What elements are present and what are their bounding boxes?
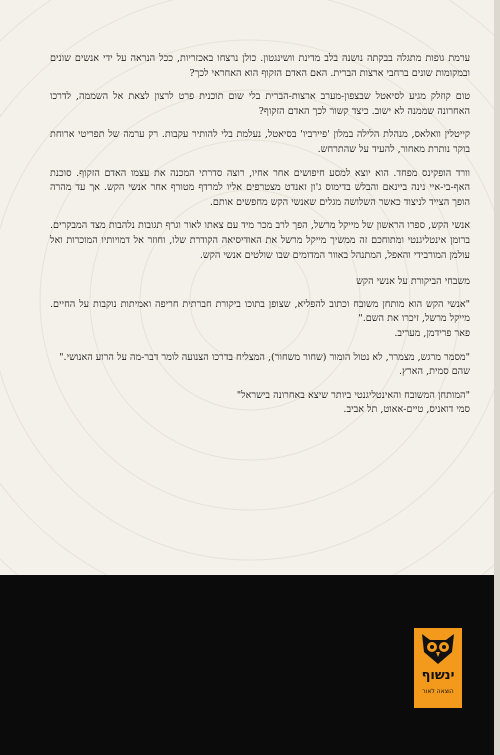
blurb-paragraph-2: טום קוזלק מגיע לסיאטל שבצפון-מערב ארצות-הברית בלי שום תוכנית פרט לרצון לצאת אל השממה, לדרכו האחרונה שממנה לא ישוב. כיצד קשור לכך האדם הזקוף? (50, 91, 470, 117)
review-heading: משבחי הביקורת על אנשי הקש (356, 276, 470, 288)
blurb-paragraph-4: וורד הופקינס מפחד. הוא יוצא למסע חיפושים אחר אחיו, רוצה סדרתי המכנה את עצמו האדם הזקוף. סוכנת האף-בי-איי נינה ביינאם והבלש בדימוס ג'ון זאנדט מצטרפים אליו למרדף מטורף אחר אנשי הקש. אך עד מהרה הופך הצייד לניצוד כאשר השלושה מגלים שאנשי הקש מחפשים אותם. (50, 167, 470, 208)
review-quote-1: "אנשי הקש הוא מותחן משובח וכתוב להפליא, שצופן בתוכו ביקורת חברתית חריפה ואמיתות נוקבות על החיים. מייקל מרשל, זיכרו את השם." (50, 298, 470, 325)
publisher-name: ינשוף (421, 668, 455, 683)
blurb-text (50, 52, 470, 427)
review-source-3: סמי דואניס, טיים-אאוט, תל אביב. (343, 404, 470, 416)
blurb-paragraph-5: אנשי הקש, ספרו הראשון של מייקל מרשל, הפך לרב מכר מיד עם צאתו לאור וגרף תגובות נלהבות מצד המבקרים. ברומן אינטליגנטי ומתוחכם זה ממשיך מייקל מרשל את האודיסיאה הקודרת שלו, וחוזר אל דמויותיו המוכרות ואל עולמן המורבידי והאפל, המתנהל באוור המדומים שבו שולטים אנשי הקש. (50, 220, 470, 261)
publisher-logo (414, 628, 462, 708)
publisher-tagline: הוצאה לאור (422, 688, 454, 695)
review-quote-3: "המותחן המשובח והאינטליגנטי ביותר שיצא באחרונה בישראל" (236, 389, 470, 401)
review-quote-2: "מסמר מרגש, מצמרר, לא נטול הומור (שחור משחור), המצליח בדרכו הצנועה לומר דבר-מה על הרוע האנושי." (59, 351, 470, 363)
review-source-2: שהם סמית, הארץ. (399, 366, 470, 378)
blurb-paragraph-3: קייטלין וואלאס, מנהלת הלילה במלון 'פיירביו' בסיאטל, נעלמת בלי להותיר עקבות. רק ערמה של תפריטי ארוחת בוקר נותרת מאחור, להעיד על שהתרחש. (50, 129, 470, 155)
review-source-1: פאר פרידמן, מעריב. (394, 327, 470, 339)
blurb-paragraph-1: ערמת גופות מתגלה בבקתה נושנה בלב מדינת וושינגטון. כולן נרצחו באכזריות, ככל הנראה על ידי אנשים שונים ובמקומות שונים ברחבי ארצות הברית. האם האדם הזקוף הוא האחראי לכך? (50, 53, 470, 79)
page-edge (494, 0, 500, 755)
owl-icon (418, 632, 458, 666)
